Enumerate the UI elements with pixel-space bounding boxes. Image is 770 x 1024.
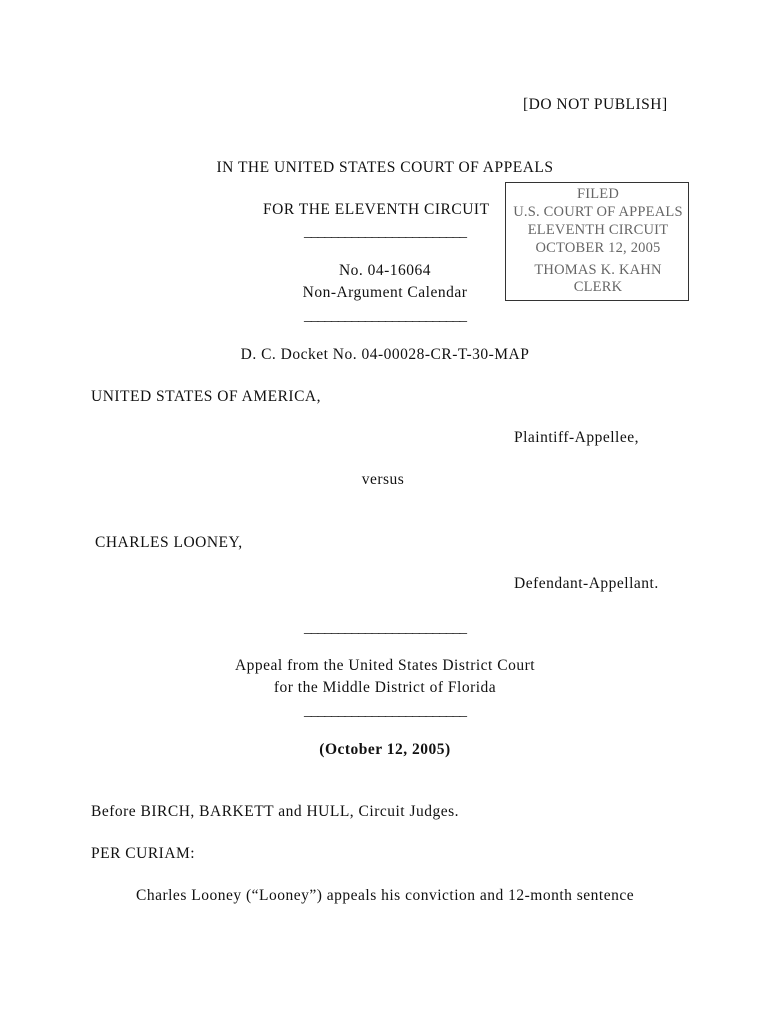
decision-date: (October 12, 2005)	[319, 741, 451, 758]
filed-stamp-clerk-name: THOMAS K. KAHN	[534, 262, 662, 278]
opinion-first-line: Charles Looney (“Looney”) appeals his conviction and 12-month sentence	[136, 887, 635, 904]
docket-number: D. C. Docket No. 04-00028-CR-T-30-MAP	[240, 346, 530, 363]
separator-rule: ________________________	[304, 619, 466, 636]
appeal-district: for the Middle District of Florida	[273, 679, 497, 696]
filed-stamp-date: OCTOBER 12, 2005	[535, 240, 661, 256]
circuit-name: FOR THE ELEVENTH CIRCUIT	[263, 201, 490, 218]
filed-stamp-court: U.S. COURT OF APPEALS	[513, 204, 683, 220]
defendant-role: Defendant-Appellant.	[514, 575, 659, 592]
plaintiff-name: UNITED STATES OF AMERICA,	[91, 388, 321, 405]
per-curiam-label: PER CURIAM:	[91, 845, 196, 862]
plaintiff-role: Plaintiff-Appellee,	[514, 429, 640, 446]
publish-status: [DO NOT PUBLISH]	[523, 96, 668, 113]
calendar-type: Non-Argument Calendar	[302, 284, 468, 301]
appeal-origin: Appeal from the United States District Court	[234, 657, 536, 674]
filed-stamp-circuit: ELEVENTH CIRCUIT	[527, 222, 669, 238]
versus-label: versus	[361, 471, 405, 488]
panel-judges: Before BIRCH, BARKETT and HULL, Circuit Judges.	[91, 803, 460, 820]
separator-rule: ________________________	[304, 307, 466, 324]
filed-stamp	[505, 182, 689, 301]
case-number: No. 04-16064	[338, 262, 432, 279]
separator-rule: ________________________	[304, 223, 466, 240]
court-name: IN THE UNITED STATES COURT OF APPEALS	[216, 159, 554, 176]
filed-stamp-label: FILED	[576, 186, 620, 202]
defendant-name: CHARLES LOONEY,	[95, 534, 243, 551]
filed-stamp-clerk-title: CLERK	[573, 279, 623, 295]
separator-rule: ________________________	[304, 702, 466, 719]
